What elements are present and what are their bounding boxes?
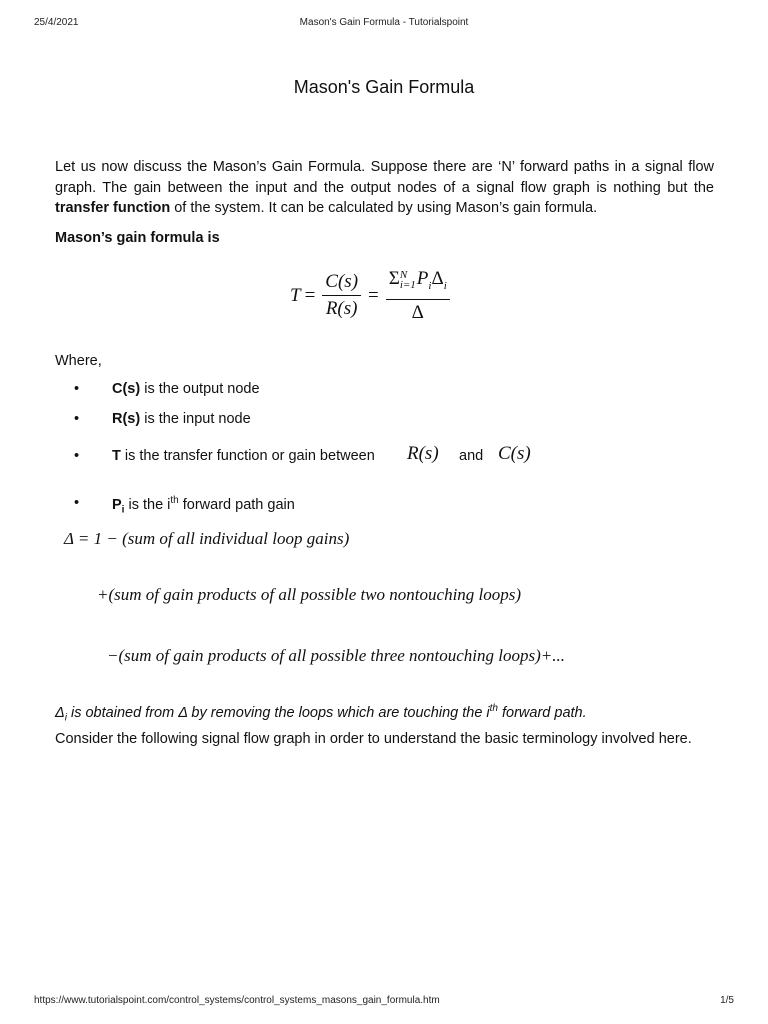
bullet-term: T — [112, 448, 121, 464]
footer-page-number: 1/5 — [720, 995, 734, 1006]
bullet-term: P — [112, 496, 122, 513]
header-date: 25/4/2021 — [34, 17, 79, 28]
note-text-b: forward path. — [497, 704, 587, 721]
bullet-term: C(s) — [112, 381, 141, 397]
bullet-dot: • — [74, 495, 80, 511]
fraction-denominator: R(s) — [325, 298, 358, 320]
bullet-dot: • — [74, 411, 80, 427]
fraction-sum-delta — [386, 268, 450, 324]
delta-line-1: Δ = 1 − (sum of all individual loop gains) — [64, 529, 350, 548]
sigma-sub: i=1 — [399, 278, 416, 291]
bullet-transfer-function — [112, 448, 375, 464]
delta-symbol: Δ — [431, 268, 444, 289]
bullet-sup: th — [170, 495, 179, 506]
formula-label: Mason’s gain formula is — [55, 230, 220, 246]
note-text-a: is obtained from Δ by removing the loops which are touching the i — [66, 704, 490, 721]
bullet-dot: • — [74, 448, 80, 464]
bullet-input-node — [112, 411, 251, 427]
sigma-sup: N — [399, 268, 408, 281]
bullet-desc: is the transfer function or gain between — [120, 448, 375, 464]
formula-equals-1: = — [304, 284, 316, 306]
sum-numerator — [386, 268, 450, 300]
formula-lhs: T — [290, 284, 301, 306]
math-cs: C(s) — [498, 443, 531, 464]
intro-text-b: of the system. It can be calculated by using Mason’s gain formula. — [170, 200, 598, 216]
bullet-dot: • — [74, 381, 80, 397]
note-sup: th — [489, 703, 498, 714]
bullet-term-sub: i — [121, 504, 125, 516]
bullet-forward-path-gain — [112, 495, 295, 516]
bullet-desc-b: forward path gain — [178, 496, 295, 513]
header-title: Mason's Gain Formula - Tutorialspoint — [299, 17, 469, 28]
consider-paragraph: Consider the following signal flow graph in order to understand the basic terminology involved here. — [55, 731, 692, 747]
bullet-desc-a: is the i — [124, 496, 171, 513]
and-word: and — [459, 448, 484, 464]
delta-line-3: −(sum of gain products of all possible three nontouching loops)+... — [107, 646, 565, 665]
intro-bold-term: transfer function — [55, 200, 171, 216]
sigma-symbol: Σ — [388, 268, 400, 289]
where-label: Where, — [55, 353, 102, 369]
note-delta-sub: i — [64, 712, 67, 724]
note-delta: Δ — [55, 704, 65, 721]
mason-gain-formula — [290, 268, 453, 324]
intro-text-a: Let us now discuss the Mason’s Gain Formula. Suppose there are ‘N’ forward paths in a signal flow graph. The gain between the input and the output nodes of a signal flow graph is nothing but the — [55, 159, 714, 196]
path-gain-sub: i — [428, 279, 432, 292]
footer-url[interactable]: https://www.tutorialspoint.com/control_systems/control_systems_masons_gain_formula.htm — [34, 995, 440, 1006]
fraction-cs-rs — [322, 271, 361, 320]
delta-i-note — [55, 699, 714, 729]
fraction-numerator: C(s) — [322, 271, 361, 296]
math-rs: R(s) — [407, 443, 439, 464]
path-gain-symbol: P — [416, 268, 429, 289]
bullet-desc: is the output node — [140, 381, 260, 397]
page-title: Mason's Gain Formula — [293, 77, 475, 97]
delta-sub: i — [443, 279, 447, 292]
intro-paragraph — [55, 157, 714, 219]
delta-denominator: Δ — [411, 301, 424, 323]
formula-equals-2: = — [368, 284, 379, 306]
bullet-output-node — [112, 381, 260, 397]
delta-line-2: +(sum of gain products of all possible two nontouching loops) — [97, 585, 522, 604]
bullet-term: R(s) — [112, 411, 141, 427]
bullet-desc: is the input node — [140, 411, 251, 427]
